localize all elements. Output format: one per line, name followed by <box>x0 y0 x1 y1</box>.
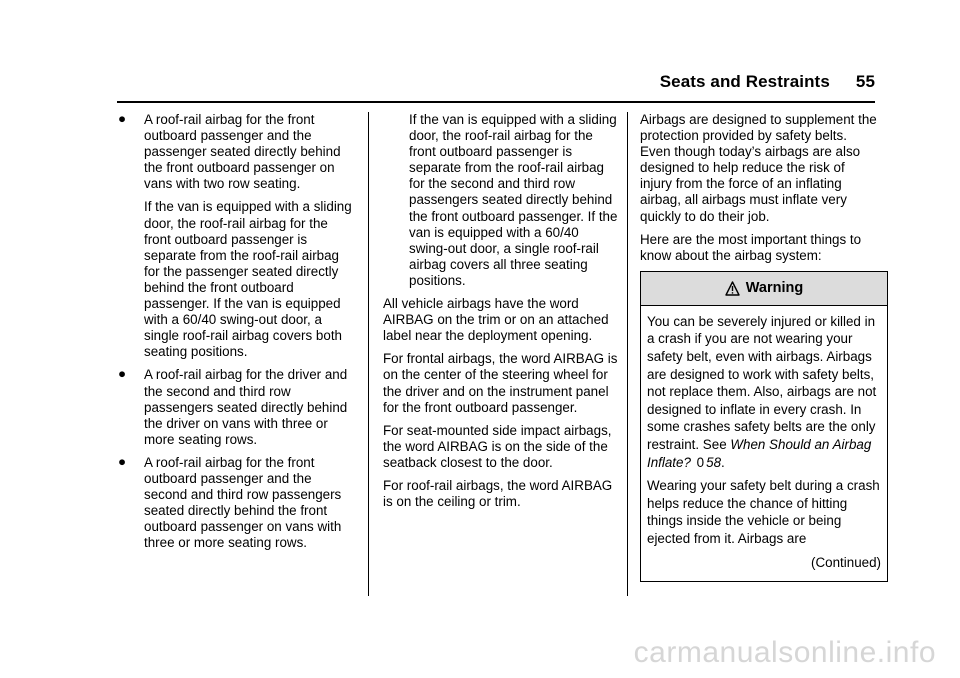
page-header <box>660 72 875 92</box>
bullet-item <box>118 455 358 552</box>
bullet-marker: ● <box>118 366 127 382</box>
watermark: carmanualsonline.info <box>633 636 936 669</box>
column-1 <box>118 112 358 558</box>
body-paragraph: Here are the most important things to know about the airbag system: <box>640 231 862 263</box>
warning-header <box>641 272 887 306</box>
warning-text-end: . <box>721 454 725 470</box>
bullet-text: A roof-rail airbag for the front outboard passenger and the passenger seated directly behind the front outboard passenger on vans with two row seating. <box>144 112 341 192</box>
column-divider-1 <box>368 112 369 596</box>
bullet-subtext: If the van is equipped with a sliding door, the roof-rail airbag for the front outboard passenger is separate from the roof-rail airbag for the passenger seated directly behind the front outboard passenger. If the van is equipped with a 60/40 swing-out door, a single roof-rail airbag covers both seating positions. <box>144 199 352 360</box>
column-2 <box>383 112 619 517</box>
section-title: Seats and Restraints <box>659 72 830 91</box>
column-3 <box>640 112 881 582</box>
column-divider-2 <box>627 112 628 596</box>
cross-reference-title[interactable]: When Should an Airbag Inflate? <box>647 437 872 470</box>
bullet-item <box>118 367 358 447</box>
header-rule <box>117 101 875 103</box>
warning-paragraph: Wearing your safety belt during a crash helps reduce the chance of hitting things inside the vehicle or being ejected from it. Airbags are <box>647 478 880 546</box>
bullet-item <box>118 112 358 360</box>
warning-box <box>640 271 888 582</box>
indented-paragraph: If the van is equipped with a sliding door, the roof-rail airbag for the front outboard passenger is separate from the roof-rail airbag for the second and third row passengers seated directly behind the front outboard passenger. If the van is equipped with a 60/40 swing-out door, a single roof-rail airbag covers all three seating positions. <box>409 112 618 288</box>
warning-title: Warning <box>745 280 804 297</box>
warning-text: You can be severely injured or killed in a crash if you are not wearing your safety belt, even with airbags. Airbags are designed to work with safety belts, not replace them. Also, airbags are not designed to inflate in every crash. In some crashes safety belts are the only restraint. See <box>647 313 877 452</box>
warning-body <box>641 306 887 581</box>
body-paragraph: Airbags are designed to supplement the protection provided by safety belts. Even though today’s airbags are also designed to help reduce the risk of injury from the force of an inflating airbag, all airbags must inflate very quickly to do their job. <box>640 112 877 224</box>
warning-paragraph <box>647 313 881 471</box>
bullet-marker: ● <box>118 111 127 126</box>
page-reference-icon: 0 <box>696 454 705 470</box>
body-paragraph: All vehicle airbags have the word AIRBAG on the trim or on an attached label near the deployment opening. <box>383 296 609 344</box>
warning-triangle-icon <box>725 281 740 296</box>
page-number: 55 <box>855 72 875 91</box>
bullet-text: A roof-rail airbag for the driver and the second and third row passengers seated directly behind the driver on vans with three or more seating rows. <box>144 367 348 447</box>
cross-reference-page[interactable]: 58 <box>706 454 722 470</box>
continued-label: (Continued) <box>811 554 881 570</box>
bullet-marker: ● <box>118 453 127 469</box>
body-paragraph: For seat-mounted side impact airbags, the word AIRBAG is on the side of the seatback closest to the door. <box>383 422 612 470</box>
body-paragraph: For roof-rail airbags, the word AIRBAG is on the ceiling or trim. <box>383 477 613 510</box>
bullet-text: A roof-rail airbag for the front outboard passenger and the second and third row passengers seated directly behind the front outboard passenger on vans with three or more seating rows. <box>144 454 342 551</box>
body-paragraph: For frontal airbags, the word AIRBAG is on the center of the steering wheel for the driver and on the instrument panel for the front outboard passenger. <box>383 351 618 415</box>
